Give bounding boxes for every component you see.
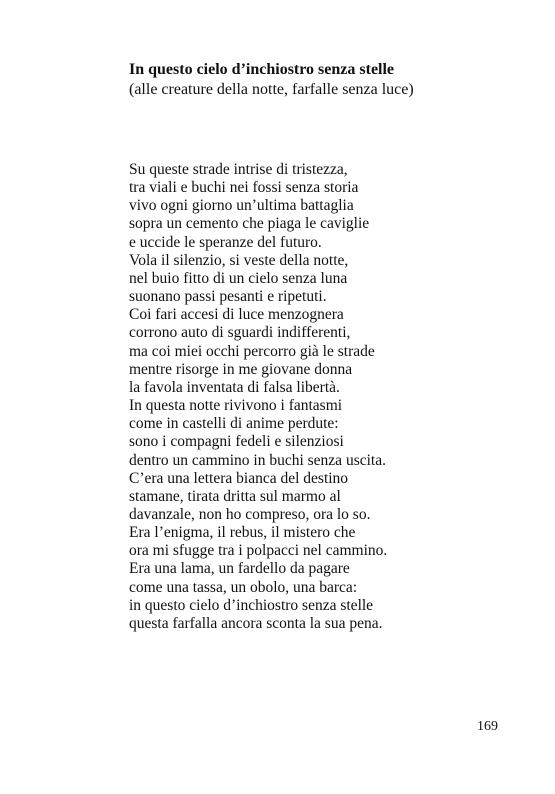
poem-line: Coi fari accesi di luce menzognera: [129, 306, 344, 324]
poem-title: In questo cielo d’inchiostro senza stelle: [129, 61, 395, 78]
poem-line: la favola inventata di falsa libertà.: [129, 378, 340, 396]
poem-line: Su queste strade intrise di tristezza,: [129, 161, 348, 178]
poem-line: In questa notte rivivono i fantasmi: [129, 397, 343, 415]
poem-line: e uccide le speranze del futuro.: [129, 233, 322, 251]
poem-line: sopra un cemento che piaga le caviglie: [129, 215, 370, 233]
poem-line: stamane, tirata dritta sul marmo al: [129, 487, 341, 505]
poem-line: Vola il silenzio, si veste della notte,: [129, 251, 349, 269]
poem-line: ora mi sfugge tra i polpacci nel cammino.: [129, 542, 388, 560]
poem-subtitle: (alle creature della notte, farfalle senza luce): [129, 81, 414, 98]
poem-line: tra viali e buchi nei fossi senza storia: [129, 179, 359, 197]
poem-line: vivo ogni giorno un’ultima battaglia: [129, 197, 354, 215]
poem-line: come in castelli di anime perdute:: [129, 415, 339, 433]
poem-line: dentro un cammino in buchi senza uscita.: [129, 451, 386, 469]
poem-line: suonano passi pesanti e ripetuti.: [129, 288, 327, 306]
poem-line: Era una lama, un fardello da pagare: [129, 560, 350, 578]
poem-line: davanzale, non ho compreso, ora lo so.: [129, 505, 371, 523]
poem-line: C’era una lettera bianca del destino: [129, 469, 349, 487]
poem-line: come una tassa, un obolo, una barca:: [129, 578, 358, 596]
poem-line: ma coi miei occhi percorro già le strade: [129, 342, 375, 360]
page-number: 169: [477, 719, 498, 734]
poem-line: questa farfalla ancora sconta la sua pena.: [129, 614, 383, 632]
poem-line: mentre risorge in me giovane donna: [129, 360, 353, 378]
poem-line: in questo cielo d’inchiostro senza stelle: [129, 596, 374, 614]
poem-line: corrono auto di sguardi indifferenti,: [129, 324, 351, 342]
poem-line: Era l’enigma, il rebus, il mistero che: [129, 524, 356, 542]
poem-body: [129, 161, 387, 633]
poem-line: nel buio fitto di un cielo senza luna: [129, 269, 348, 287]
poem-line: sono i compagni fedeli e silenziosi: [129, 433, 344, 451]
